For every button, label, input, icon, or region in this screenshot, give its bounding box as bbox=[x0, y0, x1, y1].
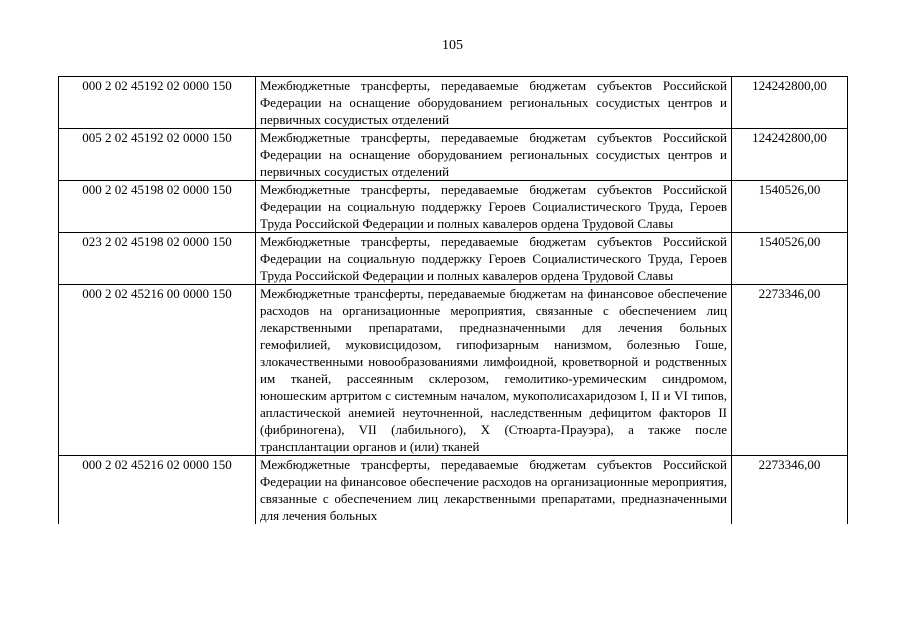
table-row bbox=[59, 285, 848, 456]
description-cell: Межбюджетные трансферты, передаваемые бюджетам субъектов Российской Федерации на социальную поддержку Героев Социалистического Труда, Героев Труда Российской Федерации и полных кавалеров ордена Трудовой Славы bbox=[256, 181, 732, 233]
amount-cell: 124242800,00 bbox=[732, 129, 848, 181]
amount-cell: 2273346,00 bbox=[732, 285, 848, 456]
table-row bbox=[59, 181, 848, 233]
amount-cell: 2273346,00 bbox=[732, 456, 848, 525]
budget-code-cell: 000 2 02 45198 02 0000 150 bbox=[59, 181, 256, 233]
amount-cell: 1540526,00 bbox=[732, 181, 848, 233]
table-row bbox=[59, 129, 848, 181]
budget-code-cell: 000 2 02 45192 02 0000 150 bbox=[59, 77, 256, 129]
description-cell: Межбюджетные трансферты, передаваемые бюджетам субъектов Российской Федерации на оснащение оборудованием региональных сосудистых центров и первичных сосудистых отделений bbox=[256, 77, 732, 129]
description-cell: Межбюджетные трансферты, передаваемые бюджетам субъектов Российской Федерации на социальную поддержку Героев Социалистического Труда, Героев Труда Российской Федерации и полных кавалеров ордена Трудовой Славы bbox=[256, 233, 732, 285]
budget-code-cell: 000 2 02 45216 00 0000 150 bbox=[59, 285, 256, 456]
budget-code-cell: 023 2 02 45198 02 0000 150 bbox=[59, 233, 256, 285]
table-row bbox=[59, 233, 848, 285]
budget-code-cell: 000 2 02 45216 02 0000 150 bbox=[59, 456, 256, 525]
table-row bbox=[59, 77, 848, 129]
amount-cell: 1540526,00 bbox=[732, 233, 848, 285]
amount-cell: 124242800,00 bbox=[732, 77, 848, 129]
description-cell: Межбюджетные трансферты, передаваемые бюджетам субъектов Российской Федерации на оснащение оборудованием региональных сосудистых центров и первичных сосудистых отделений bbox=[256, 129, 732, 181]
budget-classification-table bbox=[58, 76, 848, 524]
description-cell: Межбюджетные трансферты, передаваемые бюджетам на финансовое обеспечение расходов на организационные мероприятия, связанные с обеспечением лиц лекарственными препаратами, предназначенными для лечения больных гемофилией, муковисцидозом, гипофизарным нанизмом, болезнью Гоше, злокачественными новообразованиями лимфоидной, кроветворной и родственных им тканей, рассеянным склерозом, гемолитико-уремическим синдромом, юношеским артритом с системным началом, мукополисахаридозом I, II и VI типов, апластической анемией неуточненной, наследственным дефицитом факторов II (фибриногена), VII (лабильного), X (Стюарта-Прауэра), а также после трансплантации органов и (или) тканей bbox=[256, 285, 732, 456]
description-cell: Межбюджетные трансферты, передаваемые бюджетам субъектов Российской Федерации на финансовое обеспечение расходов на организационные мероприятия, связанные с обеспечением лиц лекарственными препаратами, предназначенными для лечения больных bbox=[256, 456, 732, 525]
budget-code-cell: 005 2 02 45192 02 0000 150 bbox=[59, 129, 256, 181]
page-number: 105 bbox=[442, 38, 463, 53]
table-row bbox=[59, 456, 848, 525]
